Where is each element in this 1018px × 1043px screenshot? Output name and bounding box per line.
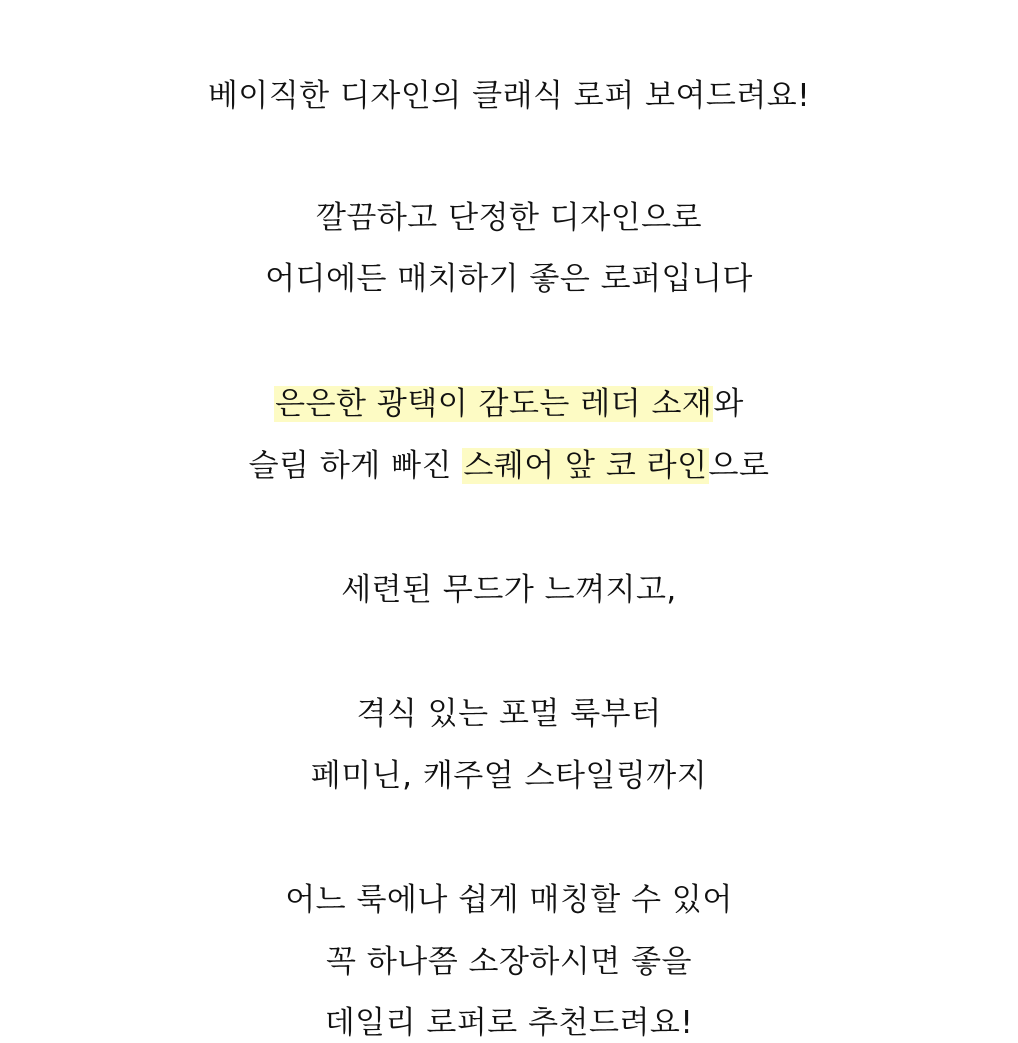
closing-line-2: 꼭 하나쯤 소장하시면 좋을 — [326, 944, 692, 980]
material-highlight: 은은한 광택이 감도는 레더 소재 — [275, 386, 713, 422]
styling-line-1: 격식 있는 포멀 룩부터 — [356, 696, 662, 732]
material-line-end: 와 — [713, 386, 744, 422]
material-line — [0, 384, 1018, 424]
description-line-1: 깔끔하고 단정한 디자인으로 — [315, 200, 703, 236]
toe-line-end: 으로 — [708, 448, 770, 484]
toe-highlight: 스퀘어 앞 코 라인 — [463, 448, 708, 484]
styling-line-2: 페미닌, 캐주얼 스타일링까지 — [310, 758, 708, 794]
toe-line-start: 슬림 하게 빠진 — [248, 448, 463, 484]
toe-line — [0, 446, 1018, 486]
intro-line: 베이직한 디자인의 클래식 로퍼 보여드려요! — [207, 78, 811, 114]
closing-line-3: 데일리 로퍼로 추천드려요! — [324, 1005, 694, 1041]
description-line-2: 어디에든 매치하기 좋은 로퍼입니다 — [265, 261, 753, 297]
closing-line-1: 어느 룩에나 쉽게 매칭할 수 있어 — [285, 882, 733, 918]
mood-line: 세련된 무드가 느껴지고, — [341, 572, 677, 608]
